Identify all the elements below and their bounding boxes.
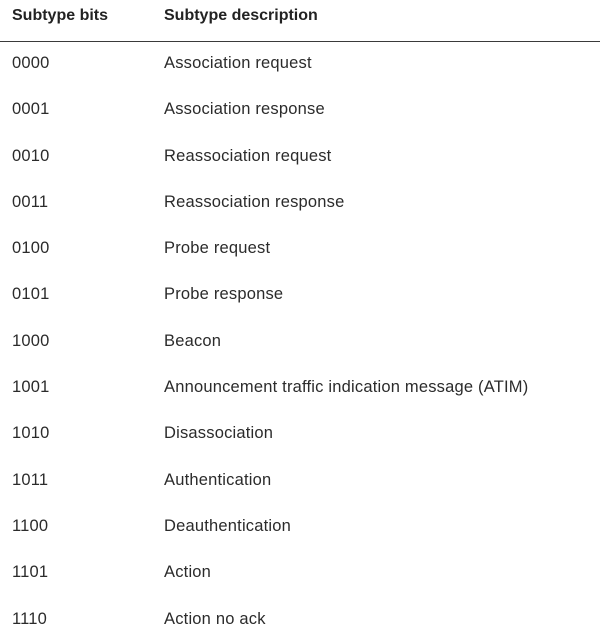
subtype-description-cell: Reassociation response — [164, 192, 345, 211]
table-row — [0, 273, 600, 319]
subtype-description-cell: Beacon — [164, 331, 222, 350]
subtype-description-cell: Action — [164, 563, 212, 582]
subtype-description-cell: Disassociation — [164, 424, 274, 443]
table-row — [0, 505, 600, 551]
table-row — [0, 181, 600, 227]
subtype-bits-cell: 0010 — [12, 146, 50, 165]
subtype-bits-cell: 1100 — [12, 516, 49, 535]
table-body — [0, 42, 600, 644]
subtype-description-cell: Association response — [164, 100, 325, 119]
subtype-description-cell: Probe response — [164, 285, 284, 304]
subtype-bits-cell: 1000 — [12, 331, 50, 350]
header-subtype-description: Subtype description — [164, 7, 318, 24]
subtype-bits-cell: 0001 — [12, 100, 50, 119]
table-row — [0, 88, 600, 134]
subtype-bits-cell: 0100 — [12, 239, 50, 258]
subtype-description-cell: Authentication — [164, 470, 272, 489]
header-subtype-bits: Subtype bits — [12, 7, 109, 24]
subtype-bits-cell: 1011 — [12, 470, 49, 489]
table-row — [0, 227, 600, 273]
table-row — [0, 366, 600, 412]
table-row — [0, 42, 600, 88]
subtype-description-cell: Announcement traffic indication message (ATIM) — [164, 378, 529, 397]
subtype-bits-cell: 1101 — [12, 563, 49, 582]
subtype-bits-cell: 0011 — [12, 192, 49, 211]
subtype-bits-cell: 0101 — [12, 285, 50, 304]
subtype-description-cell: Action no ack — [164, 609, 266, 628]
subtype-description-cell: Reassociation request — [164, 146, 332, 165]
table-row — [0, 551, 600, 597]
subtype-description-cell: Deauthentication — [164, 516, 292, 535]
table-row — [0, 412, 600, 458]
table-row — [0, 459, 600, 505]
subtype-bits-cell: 1010 — [12, 424, 50, 443]
subtype-bits-cell: 1001 — [12, 378, 50, 397]
subtype-description-cell: Association request — [164, 54, 312, 72]
table-row — [0, 598, 600, 644]
table-header — [0, 0, 600, 42]
table-row — [0, 135, 600, 181]
subtype-bits-cell: 0000 — [12, 54, 50, 72]
subtype-description-cell: Probe request — [164, 239, 271, 258]
table-row — [0, 320, 600, 366]
subtype-bits-cell: 1110 — [12, 609, 48, 628]
